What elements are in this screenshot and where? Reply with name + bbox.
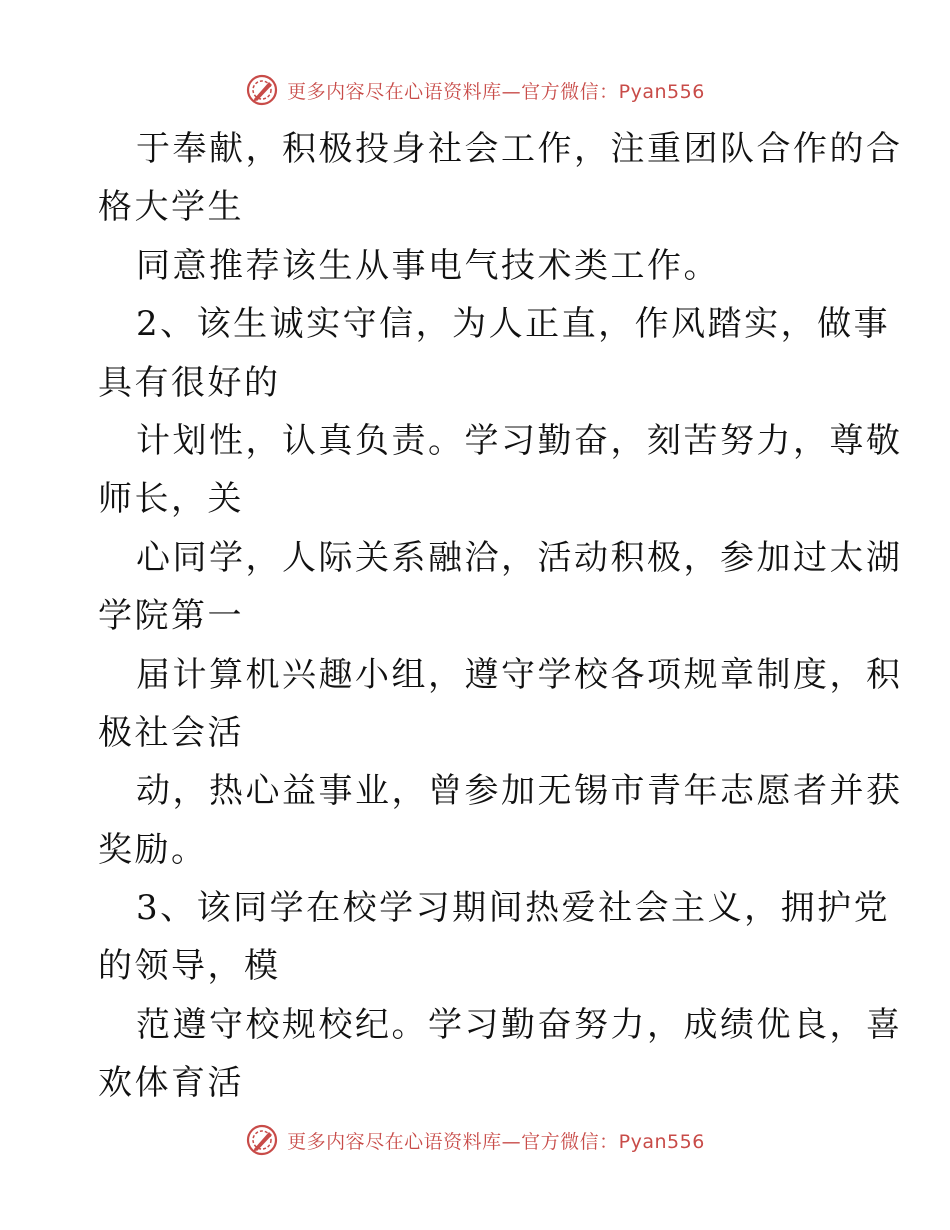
body-line: 范遵守校规校纪。学习勤奋努力，成绩优良，喜 — [136, 1004, 903, 1045]
body-line: 届计算机兴趣小组，遵守学校各项规章制度，积 — [136, 654, 903, 695]
body-line: 的领导，模 — [98, 946, 281, 987]
body-line: 同意推荐该生从事电气技术类工作。 — [136, 245, 720, 286]
body-line: 3、该同学在校学习期间热爱社会主义，拥护党 — [136, 888, 891, 929]
footer-watermark-banner — [0, 1120, 950, 1160]
document-body — [98, 120, 903, 1113]
body-line: 奖励。 — [98, 829, 208, 870]
body-line: 2、该生诚实守信，为人正直，作风踏实，做事 — [136, 304, 891, 345]
body-line: 极社会活 — [98, 712, 244, 753]
body-line: 计划性，认真负责。学习勤奋，刻苦努力，尊敬 — [136, 420, 903, 461]
header-banner-text: 更多内容尽在心语资料库—官方微信：Pyan556 — [287, 80, 705, 103]
quill-logo-icon — [245, 73, 279, 107]
body-line: 师长，关 — [98, 479, 244, 520]
body-line: 欢体育活 — [98, 1063, 244, 1104]
header-watermark-banner — [0, 70, 950, 110]
footer-banner-text: 更多内容尽在心语资料库—官方微信：Pyan556 — [287, 1130, 705, 1153]
body-line: 具有很好的 — [98, 362, 281, 403]
body-line: 动，热心益事业，曾参加无锡市青年志愿者并获 — [136, 771, 903, 812]
body-line: 格大学生 — [98, 187, 244, 228]
body-line: 学院第一 — [98, 596, 244, 637]
quill-logo-icon — [245, 1123, 279, 1157]
body-line: 心同学，人际关系融洽，活动积极，参加过太湖 — [136, 537, 903, 578]
body-line: 于奉献，积极投身社会工作，注重团队合作的合 — [136, 129, 903, 169]
